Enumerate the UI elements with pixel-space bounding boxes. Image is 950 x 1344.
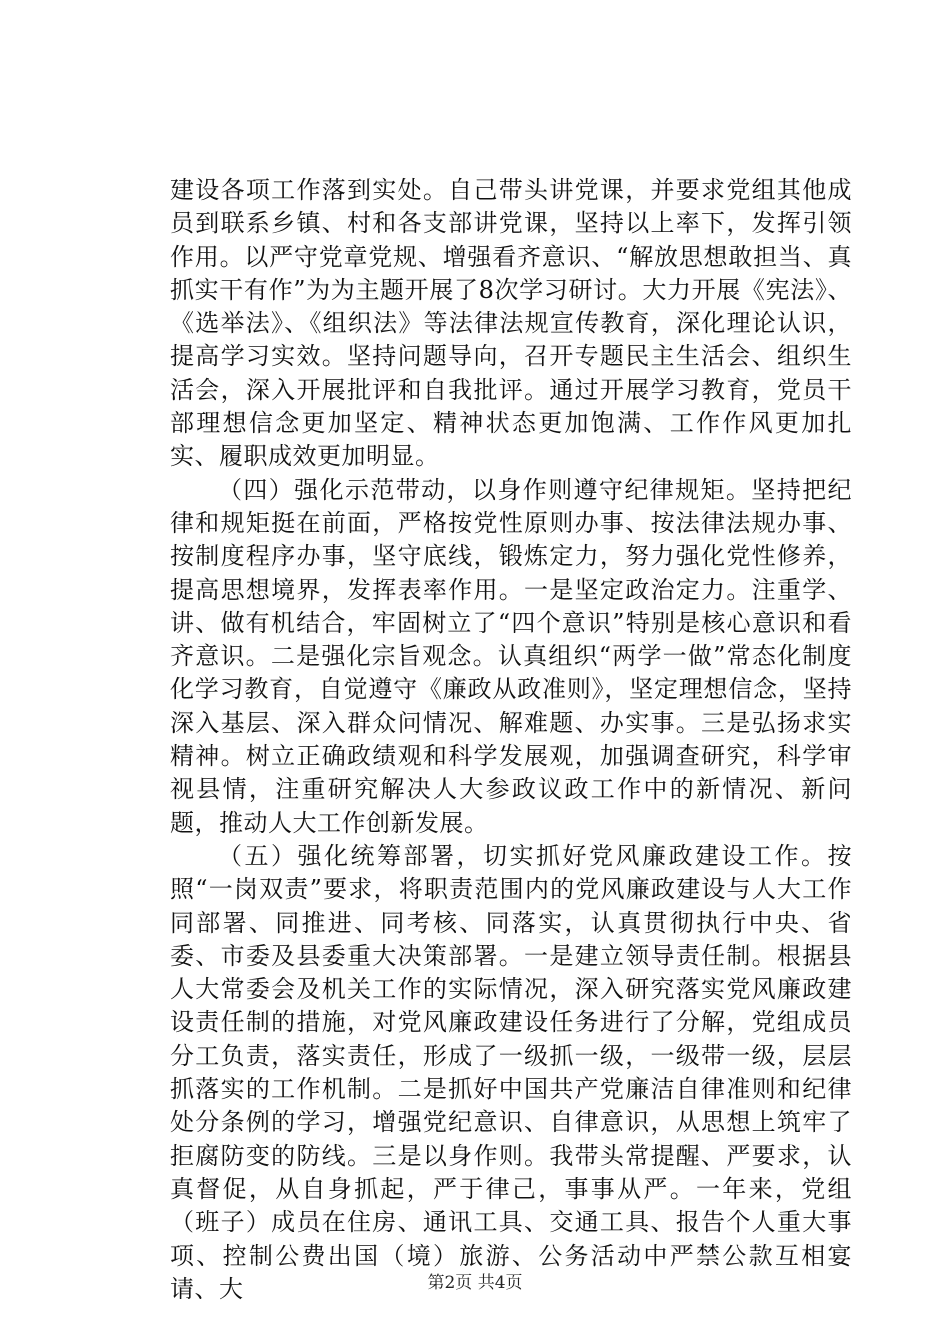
paragraph-continuation: 建设各项工作落到实处。自己带头讲党课，并要求党组其他成员到联系乡镇、村和各支部讲党课，坚持以上率下，发挥引领作用。以严守党章党规、增强看齐意识、“解放思想敢担当、真抓实干有作”为为主题开展了8次学习研讨。大力开展《宪法》、《选举法》、《组织法》等法律法规宣传教育，深化理论认识，提高学习实效。坚持问题导向，召开专题民主生活会、组织生活会，深入开展批评和自我批评。通过开展学习教育，党员干部理想信念更加坚定、精神状态更加饱满、工作作风更加扎实、履职成效更加明显。	[170, 176, 852, 471]
paragraph-section-4: （四）强化示范带动，以身作则遵守纪律规矩。坚持把纪律和规矩挺在前面，严格按党性原则办事、按法律法规办事、按制度程序办事，坚守底线，锻炼定力，努力强化党性修养，提高思想境界，发挥表率作用。一是坚定政治定力。注重学、讲、做有机结合，牢固树立了“四个意识”特别是核心意识和看齐意识。二是强化宗旨观念。认真组织“两学一做”常态化制度化学习教育，自觉遵守《廉政从政准则》，坚定理想信念，坚持深入基层、深入群众问情况、解难题、办实事。三是弘扬求实精神。树立正确政绩观和科学发展观，加强调查研究，科学审视县情，注重研究解决人大参政议政工作中的新情况、新问题，推动人大工作创新发展。	[170, 475, 852, 837]
document-body	[170, 174, 852, 1306]
page-number-footer: 第2页 共4页	[427, 1273, 523, 1293]
paragraph-section-5: （五）强化统筹部署，切实抓好党风廉政建设工作。按照“一岗双责”要求，将职责范围内的党风廉政建设与人大工作同部署、同推进、同考核、同落实，认真贯彻执行中央、省委、市委及县委重大决策部署。一是建立领导责任制。根据县人大常委会及机关工作的实际情况，深入研究落实党风廉政建设责任制的措施，对党风廉政建设任务进行了分解，党组成员分工负责，落实责任，形成了一级抓一级，一级带一级，层层抓落实的工作机制。二是抓好中国共产党廉洁自律准则和纪律处分条例的学习，增强党纪意识、自律意识，从思想上筑牢了拒腐防变的防线。三是以身作则。我带头常提醒、严要求，认真督促，从自身抓起，严于律己，事事从严。一年来，党组（班子）成员在住房、通讯工具、交通工具、报告个人重大事项、控制公费出国（境）旅游、公务活动中严禁公款互相宴请、大	[170, 841, 852, 1303]
